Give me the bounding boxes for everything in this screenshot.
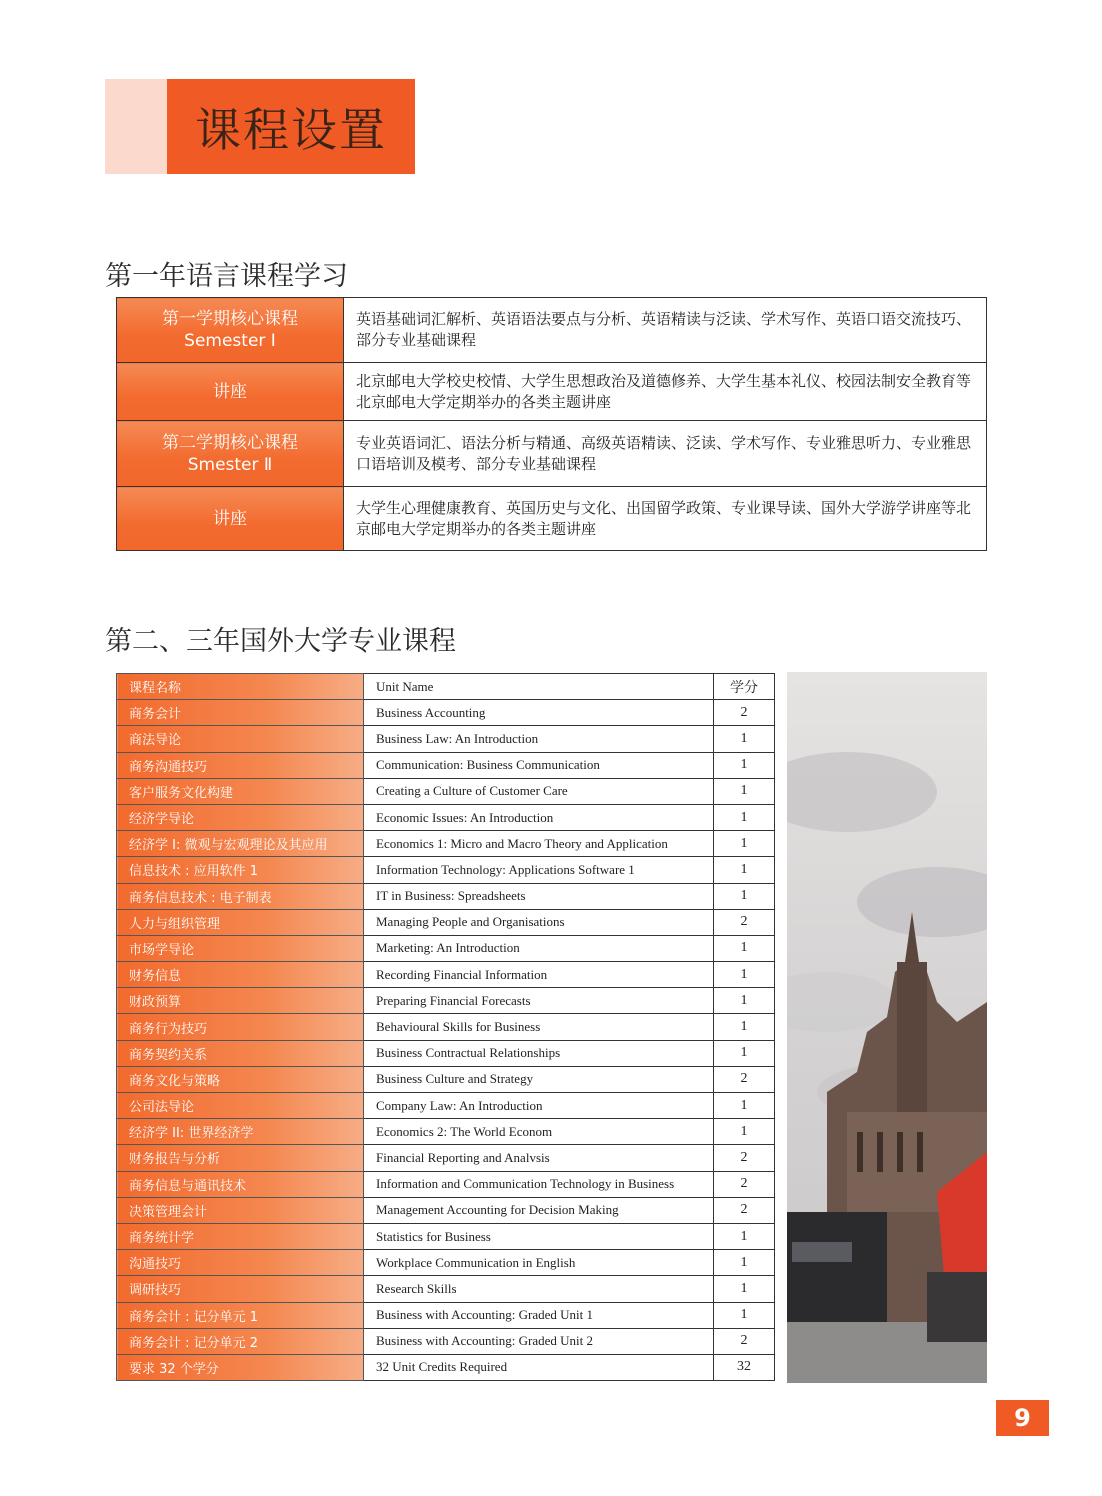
course-cn-name: 沟通技巧: [117, 1250, 364, 1276]
row-label-cell: [117, 421, 344, 487]
table-header-row: [117, 674, 775, 700]
course-cn-name: 商务文化与策略: [117, 1066, 364, 1092]
course-credit: 2: [714, 1328, 775, 1354]
table-row: [117, 1276, 775, 1302]
course-en-name: IT in Business: Spreadsheets: [364, 883, 714, 909]
table-row: [117, 1093, 775, 1119]
course-credit: 1: [714, 831, 775, 857]
course-cn-name: 市场学导论: [117, 935, 364, 961]
course-credit: 1: [714, 1250, 775, 1276]
table-row: [117, 1145, 775, 1171]
course-credit: 2: [714, 700, 775, 726]
table-row: [117, 962, 775, 988]
section1-heading: 第一年语言课程学习: [105, 261, 348, 292]
course-en-name: Business Culture and Strategy: [364, 1066, 714, 1092]
course-en-name: Research Skills: [364, 1276, 714, 1302]
course-en-name: Business Accounting: [364, 700, 714, 726]
row-label-cell: [117, 298, 344, 363]
course-cn-name: 商务信息技术 : 电子制表: [117, 883, 364, 909]
table-row: [117, 752, 775, 778]
row-label-cell: [117, 487, 344, 551]
table-row: [117, 804, 775, 830]
course-credit: 1: [714, 988, 775, 1014]
table-row: [117, 778, 775, 804]
westminster-photo: [787, 672, 987, 1383]
table-row: [117, 831, 775, 857]
course-en-name: Information Technology: Applications Software 1: [364, 857, 714, 883]
table-row: [117, 726, 775, 752]
course-en-name: Marketing: An Introduction: [364, 935, 714, 961]
header-cn: 课程名称: [117, 674, 364, 700]
course-credit: 1: [714, 857, 775, 883]
row-sublabel: Smester Ⅱ: [187, 454, 273, 475]
table-row: [117, 1066, 775, 1092]
course-credit: 1: [714, 962, 775, 988]
course-cn-name: 财政预算: [117, 988, 364, 1014]
table-row: [117, 1171, 775, 1197]
header-credit: 学分: [714, 674, 775, 700]
course-credit: 1: [714, 935, 775, 961]
row-content: 英语基础词汇解析、英语语法要点与分析、英语精读与泛读、学术写作、英语口语交流技巧、部分专业基础课程: [344, 298, 987, 363]
course-credit: 1: [714, 726, 775, 752]
course-cn-name: 商务会计: [117, 700, 364, 726]
course-en-name: Management Accounting for Decision Making: [364, 1197, 714, 1223]
table-row: [117, 1328, 775, 1354]
course-cn-name: 经济学 I: 微观与宏观理论及其应用: [117, 831, 364, 857]
table-row: [117, 1119, 775, 1145]
table-row: [117, 700, 775, 726]
course-cn-name: 商务行为技巧: [117, 1014, 364, 1040]
course-en-name: Statistics for Business: [364, 1223, 714, 1249]
table-row: [117, 1302, 775, 1328]
course-units-table: [116, 673, 775, 1381]
table-row: [117, 1223, 775, 1249]
course-credit: 1: [714, 1014, 775, 1040]
table-row: [117, 487, 987, 551]
section2-heading: 第二、三年国外大学专业课程: [105, 626, 456, 657]
course-en-name: Financial Reporting and Analvsis: [364, 1145, 714, 1171]
course-cn-name: 调研技巧: [117, 1276, 364, 1302]
course-credit: 1: [714, 778, 775, 804]
course-credit: 1: [714, 752, 775, 778]
row-content: 专业英语词汇、语法分析与精通、高级英语精读、泛读、学术写作、专业雅思听力、专业雅思口语培训及模考、部分专业基础课程: [344, 421, 987, 487]
row-label: 讲座: [213, 381, 247, 402]
table-row: [117, 1250, 775, 1276]
table-row: [117, 883, 775, 909]
course-credit: 1: [714, 804, 775, 830]
table-row: [117, 988, 775, 1014]
course-credit: 1: [714, 1093, 775, 1119]
course-credit: 2: [714, 1145, 775, 1171]
course-en-name: Business with Accounting: Graded Unit 2: [364, 1328, 714, 1354]
course-en-name: Recording Financial Information: [364, 962, 714, 988]
title-banner: [105, 79, 415, 174]
table-row: [117, 857, 775, 883]
course-en-name: Business Law: An Introduction: [364, 726, 714, 752]
course-en-name: Behavioural Skills for Business: [364, 1014, 714, 1040]
course-en-name: Business with Accounting: Graded Unit 1: [364, 1302, 714, 1328]
course-credit: 1: [714, 1276, 775, 1302]
table-row: [117, 935, 775, 961]
year1-course-table: [116, 297, 987, 551]
table-row: [117, 1040, 775, 1066]
course-cn-name: 商务契约关系: [117, 1040, 364, 1066]
course-cn-name: 商法导论: [117, 726, 364, 752]
row-label: 第一学期核心课程: [162, 309, 298, 329]
course-cn-name: 财务信息: [117, 962, 364, 988]
course-en-name: Preparing Financial Forecasts: [364, 988, 714, 1014]
course-en-name: Managing People and Organisations: [364, 909, 714, 935]
course-credit: 1: [714, 1223, 775, 1249]
row-label: 讲座: [213, 508, 247, 529]
course-cn-name: 经济学导论: [117, 804, 364, 830]
page-title: 课程设置: [195, 102, 387, 157]
course-cn-name: 财务报告与分析: [117, 1145, 364, 1171]
course-cn-name: 信息技术 : 应用软件 1: [117, 857, 364, 883]
course-en-name: Information and Communication Technology in Business: [364, 1171, 714, 1197]
course-cn-name: 商务沟通技巧: [117, 752, 364, 778]
course-cn-name: 公司法导论: [117, 1093, 364, 1119]
course-credit: 1: [714, 1040, 775, 1066]
table-row: [117, 1014, 775, 1040]
course-credit: 2: [714, 1171, 775, 1197]
course-credit: 1: [714, 883, 775, 909]
course-cn-name: 人力与组织管理: [117, 909, 364, 935]
photo-illustration: [787, 672, 987, 1383]
course-en-name: Economics 1: Micro and Macro Theory and Application: [364, 831, 714, 857]
course-cn-name: 决策管理会计: [117, 1197, 364, 1223]
row-content: 北京邮电大学校史校情、大学生思想政治及道德修养、大学生基本礼仪、校园法制安全教育等北京邮电大学定期举办的各类主题讲座: [344, 363, 987, 421]
course-en-name: Communication: Business Communication: [364, 752, 714, 778]
course-cn-name: 商务会计 : 记分单元 1: [117, 1302, 364, 1328]
page-number: 9: [996, 1400, 1049, 1436]
row-content: 大学生心理健康教育、英国历史与文化、出国留学政策、专业课导读、国外大学游学讲座等北京邮电大学定期举办的各类主题讲座: [344, 487, 987, 551]
course-en-name: Creating a Culture of Customer Care: [364, 778, 714, 804]
course-en-name: Workplace Communication in English: [364, 1250, 714, 1276]
banner-accent-block: [105, 79, 167, 174]
course-credit: 2: [714, 1197, 775, 1223]
table-row: [117, 363, 987, 421]
course-en-name: Company Law: An Introduction: [364, 1093, 714, 1119]
row-sublabel: Semester Ⅰ: [184, 331, 276, 351]
course-credit: 32: [714, 1354, 775, 1380]
row-label: 第二学期核心课程: [162, 432, 298, 453]
table-row: [117, 1197, 775, 1223]
table-row: [117, 1354, 775, 1380]
course-cn-name: 经济学 II: 世界经济学: [117, 1119, 364, 1145]
course-en-name: Economic Issues: An Introduction: [364, 804, 714, 830]
course-en-name: Business Contractual Relationships: [364, 1040, 714, 1066]
course-credit: 2: [714, 1066, 775, 1092]
course-cn-name: 商务信息与通讯技术: [117, 1171, 364, 1197]
banner-main-block: [167, 79, 415, 174]
course-en-name: Economics 2: The World Econom: [364, 1119, 714, 1145]
course-credit: 2: [714, 909, 775, 935]
row-label-cell: [117, 363, 344, 421]
course-credit: 1: [714, 1302, 775, 1328]
course-en-name: 32 Unit Credits Required: [364, 1354, 714, 1380]
course-cn-name: 要求 32 个学分: [117, 1354, 364, 1380]
course-cn-name: 商务会计 : 记分单元 2: [117, 1328, 364, 1354]
course-cn-name: 商务统计学: [117, 1223, 364, 1249]
table-row: [117, 909, 775, 935]
course-cn-name: 客户服务文化构建: [117, 778, 364, 804]
header-en: Unit Name: [364, 674, 714, 700]
course-credit: 1: [714, 1119, 775, 1145]
table-row: [117, 421, 987, 487]
table-row: [117, 298, 987, 363]
